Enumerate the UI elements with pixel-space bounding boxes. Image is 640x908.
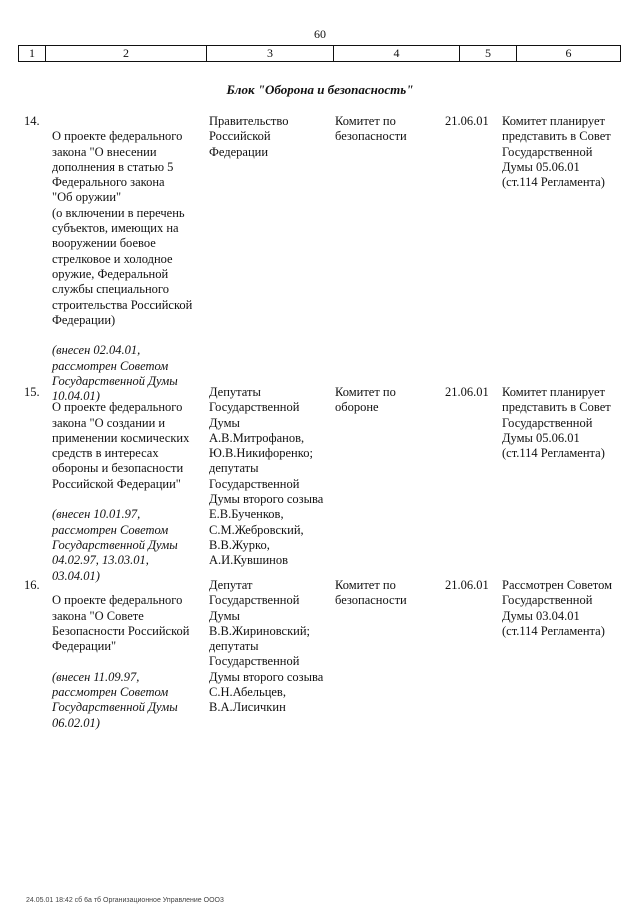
block-title: Блок "Оборона и безопасность" <box>226 82 414 97</box>
responsible-committee: Комитет по безопасности <box>335 114 407 144</box>
bill-status: Рассмотрен Советом Государственной Думы 03.04.01 (ст.114 Регламента) <box>502 578 613 638</box>
bill-note: (внесен 11.09.97, рассмотрен Советом Государственной Думы 06.02.01) <box>52 669 178 730</box>
bill-status: Комитет планирует представить в Совет Государственной Думы 05.06.01 (ст.114 Регламента) <box>502 114 611 190</box>
column-number-3: 3 <box>207 46 334 61</box>
row-number: 15. <box>24 385 40 399</box>
bill-sponsor: Депутаты Государственной Думы А.В.Митрофанов, Ю.В.Никифоренко; депутаты Государственной Думы второго созыва Е.В.Бученков, С.М.Жебровский, В.В.Журко, А.И.Кувшинов <box>209 385 324 568</box>
review-date: 21.06.01 <box>445 114 489 128</box>
bill-description <box>52 114 202 405</box>
column-number-5: 5 <box>460 46 517 61</box>
responsible-committee: Комитет по безопасности <box>335 578 407 608</box>
bill-note: (внесен 10.01.97, рассмотрен Советом Государственной Думы 04.02.97, 13.03.01, 03.04.01) <box>52 507 178 583</box>
bill-note: (внесен 02.04.01, рассмотрен Советом Государственной Думы 10.04.01) <box>52 343 178 404</box>
row-number: 16. <box>24 578 40 592</box>
bill-title: О проекте федерального закона "О внесении дополнения в статью 5 Федерального закона "Об оружии" (о включении в перечень субъектов, имеющих на вооружении боевое стрелковое и холодное оружие, Федеральной службы специального строительства Российской Федерации) <box>52 129 193 327</box>
review-date: 21.06.01 <box>445 385 489 399</box>
row-number: 14. <box>24 114 40 128</box>
page-number: 60 <box>314 27 326 41</box>
bill-title: О проекте федерального закона "О Совете Безопасности Российской Федерации" <box>52 593 190 654</box>
column-number-header <box>18 45 621 62</box>
fax-footer: 24.05.01 18:42 сб 6а тб Организационное Управление ООО3 <box>26 897 224 904</box>
column-number-1: 1 <box>19 46 46 61</box>
bill-description <box>52 578 202 731</box>
bill-title: О проекте федерального закона "О создании и применении космических средств в интересах обороны и безопасности Российской Федерации" <box>52 400 190 491</box>
column-number-4: 4 <box>334 46 460 61</box>
responsible-committee: Комитет по обороне <box>335 385 396 415</box>
column-number-2: 2 <box>46 46 207 61</box>
bill-status: Комитет планирует представить в Совет Государственной Думы 05.06.01 (ст.114 Регламента) <box>502 385 611 461</box>
review-date: 21.06.01 <box>445 578 489 592</box>
bill-description <box>52 385 202 584</box>
bill-sponsor: Депутат Государственной Думы В.В.Жириновский; депутаты Государственной Думы второго созыва С.Н.Абельцев, В.А.Лисичкин <box>209 578 324 715</box>
bill-sponsor: Правительство Российской Федерации <box>209 114 289 159</box>
column-number-6: 6 <box>565 46 572 60</box>
